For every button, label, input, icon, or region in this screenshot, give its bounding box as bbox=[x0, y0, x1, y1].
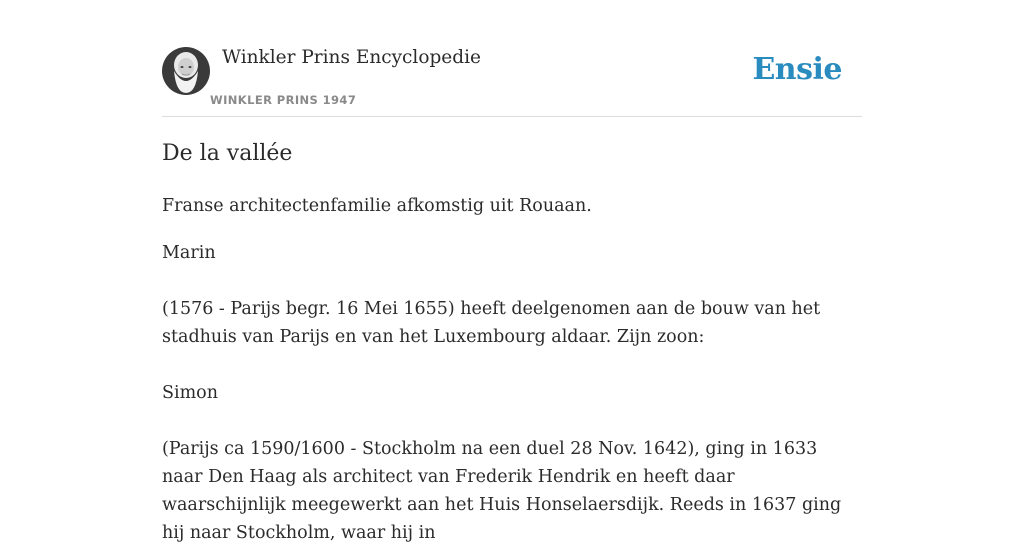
brand-logo[interactable]: Ensie bbox=[752, 52, 842, 87]
article-paragraph: (Parijs ca 1590/1600 - Stockholm na een duel 28 Nov. 1642), ging in 1633 naar Den Haag als architect van Frederik Hendrik en heeft daar waarschijnlijk meegewerkt aan het Huis Honselaersdijk. Reeds in 1637 ging hij naar Stockholm, waar hij in bbox=[162, 439, 842, 543]
article-paragraph: Franse architectenfamilie afkomstig uit Rouaan. bbox=[162, 196, 592, 216]
avatar[interactable] bbox=[162, 47, 210, 95]
article-paragraph: Simon bbox=[162, 383, 218, 403]
source-label: WINKLER PRINS 1947 bbox=[210, 93, 357, 107]
site-title[interactable]: Winkler Prins Encyclopedie bbox=[222, 47, 481, 68]
article-paragraph: Marin bbox=[162, 243, 216, 263]
article-title: De la vallée bbox=[162, 141, 293, 166]
bearded-man-portrait-icon bbox=[162, 47, 210, 95]
article-content bbox=[162, 136, 862, 547]
article-paragraph: (1576 - Parijs begr. 16 Mei 1655) heeft deelgenomen aan de bouw van het stadhuis van Parijs en van het Luxembourg aldaar. Zijn zoon: bbox=[162, 299, 821, 347]
site-header bbox=[162, 40, 862, 117]
